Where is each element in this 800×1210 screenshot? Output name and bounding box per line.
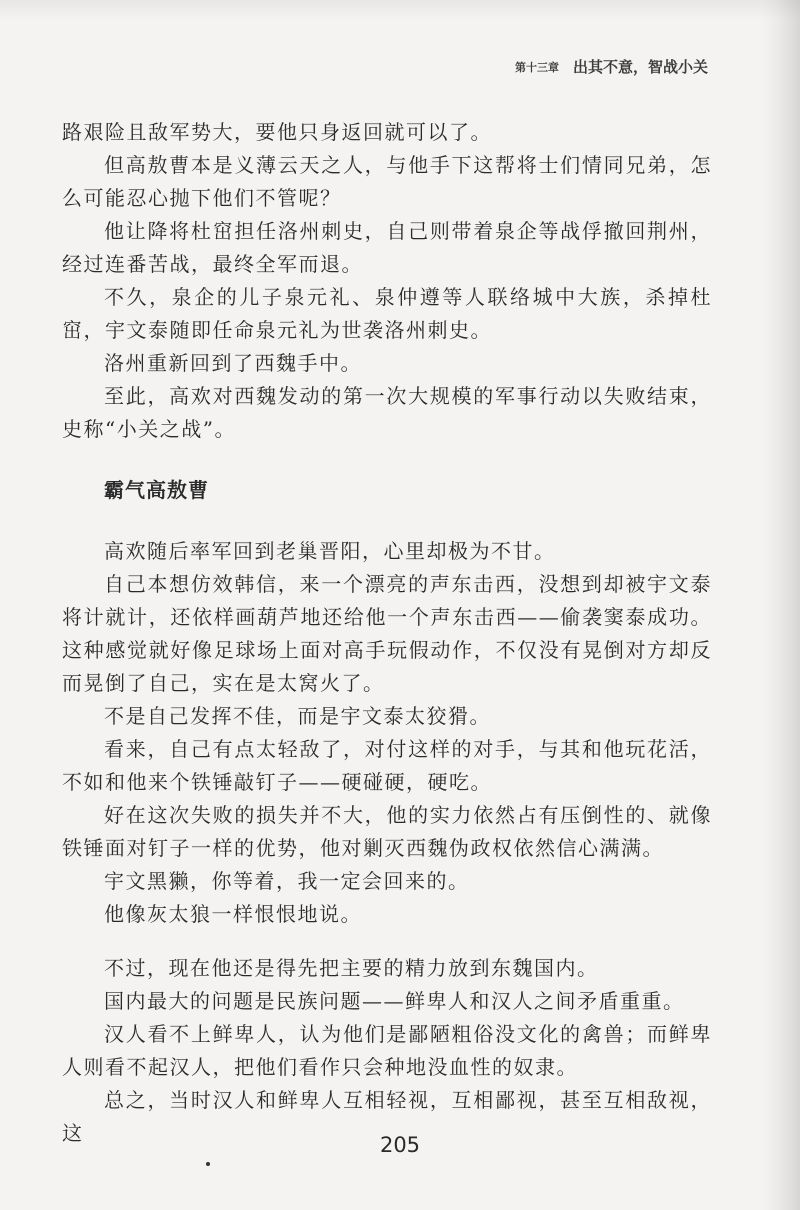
text-block-top xyxy=(62,116,712,446)
chapter-number: 第十三章 xyxy=(514,61,559,74)
text-block-middle xyxy=(62,535,712,931)
paragraph: 高欢随后率军回到老巢晋阳，心里却极为不甘。 xyxy=(104,539,556,563)
chapter-title: 出其不意，智战小关 xyxy=(572,58,708,76)
spine-shadow xyxy=(762,0,800,1210)
paragraph: 但高敖曹本是义薄云天之人，与他手下这帮将士们情同兄弟，怎么可能忍心抛下他们不管呢？ xyxy=(62,153,712,210)
paragraph: 看来，自己有点太轻敌了，对付这样的对手，与其和他玩花活，不如和他来个铁锤敲钉子——硬碰硬，硬吃。 xyxy=(62,737,712,794)
paragraph: 好在这次失败的损失并不大，他的实力依然占有压倒性的、就像铁锤面对钉子一样的优势，他对剿灭西魏伪政权依然信心满满。 xyxy=(62,803,712,860)
paragraph: 他让降将杜窋担任洛州刺史，自己则带着泉企等战俘撤回荆州，经过连番苦战，最终全军而退。 xyxy=(62,219,712,276)
section-heading: 霸气高敖曹 xyxy=(104,478,209,502)
paragraph: 不久，泉企的儿子泉元礼、泉仲遵等人联络城中大族，杀掉杜窋，宇文泰随即任命泉元礼为世袭洛州刺史。 xyxy=(62,285,712,342)
paragraph: 国内最大的问题是民族问题——鲜卑人和汉人之间矛盾重重。 xyxy=(104,989,685,1013)
paragraph-continued: 路艰险且敌军势大，要他只身返回就可以了。 xyxy=(62,120,492,144)
paragraph: 汉人看不上鲜卑人，认为他们是鄙陋粗俗没文化的禽兽；而鲜卑人则看不起汉人，把他们看作只会种地没血性的奴隶。 xyxy=(62,1022,712,1079)
paragraph: 宇文黑獭，你等着，我一定会回来的。 xyxy=(104,869,470,893)
paragraph: 洛州重新回到了西魏手中。 xyxy=(104,351,362,375)
print-speck xyxy=(206,1162,210,1166)
paragraph: 自己本想仿效韩信，来一个漂亮的声东击西，没想到却被宇文泰将计就计，还依样画葫芦地还给他一个声东击西——偷袭窦泰成功。这种感觉就好像足球场上面对高手玩假动作，不仅没有晃倒对方却反而晃倒了自己，实在是太窝火了。 xyxy=(62,572,712,695)
page-number: 205 xyxy=(379,1133,421,1157)
paragraph: 不过，现在他还是得先把主要的精力放到东魏国内。 xyxy=(104,956,599,980)
paragraph: 他像灰太狼一样恨恨地说。 xyxy=(104,902,362,926)
running-head xyxy=(515,56,708,77)
paragraph: 不是自己发挥不佳，而是宇文泰太狡猾。 xyxy=(104,704,491,728)
paragraph: 至此，高欢对西魏发动的第一次大规模的军事行动以失败结束，史称“小关之战”。 xyxy=(62,384,712,441)
top-page-shade xyxy=(0,0,800,20)
text-block-bottom xyxy=(62,952,712,1150)
paragraph: 总之，当时汉人和鲜卑人互相轻视，互相鄙视，甚至互相敌视，这 xyxy=(62,1088,712,1145)
